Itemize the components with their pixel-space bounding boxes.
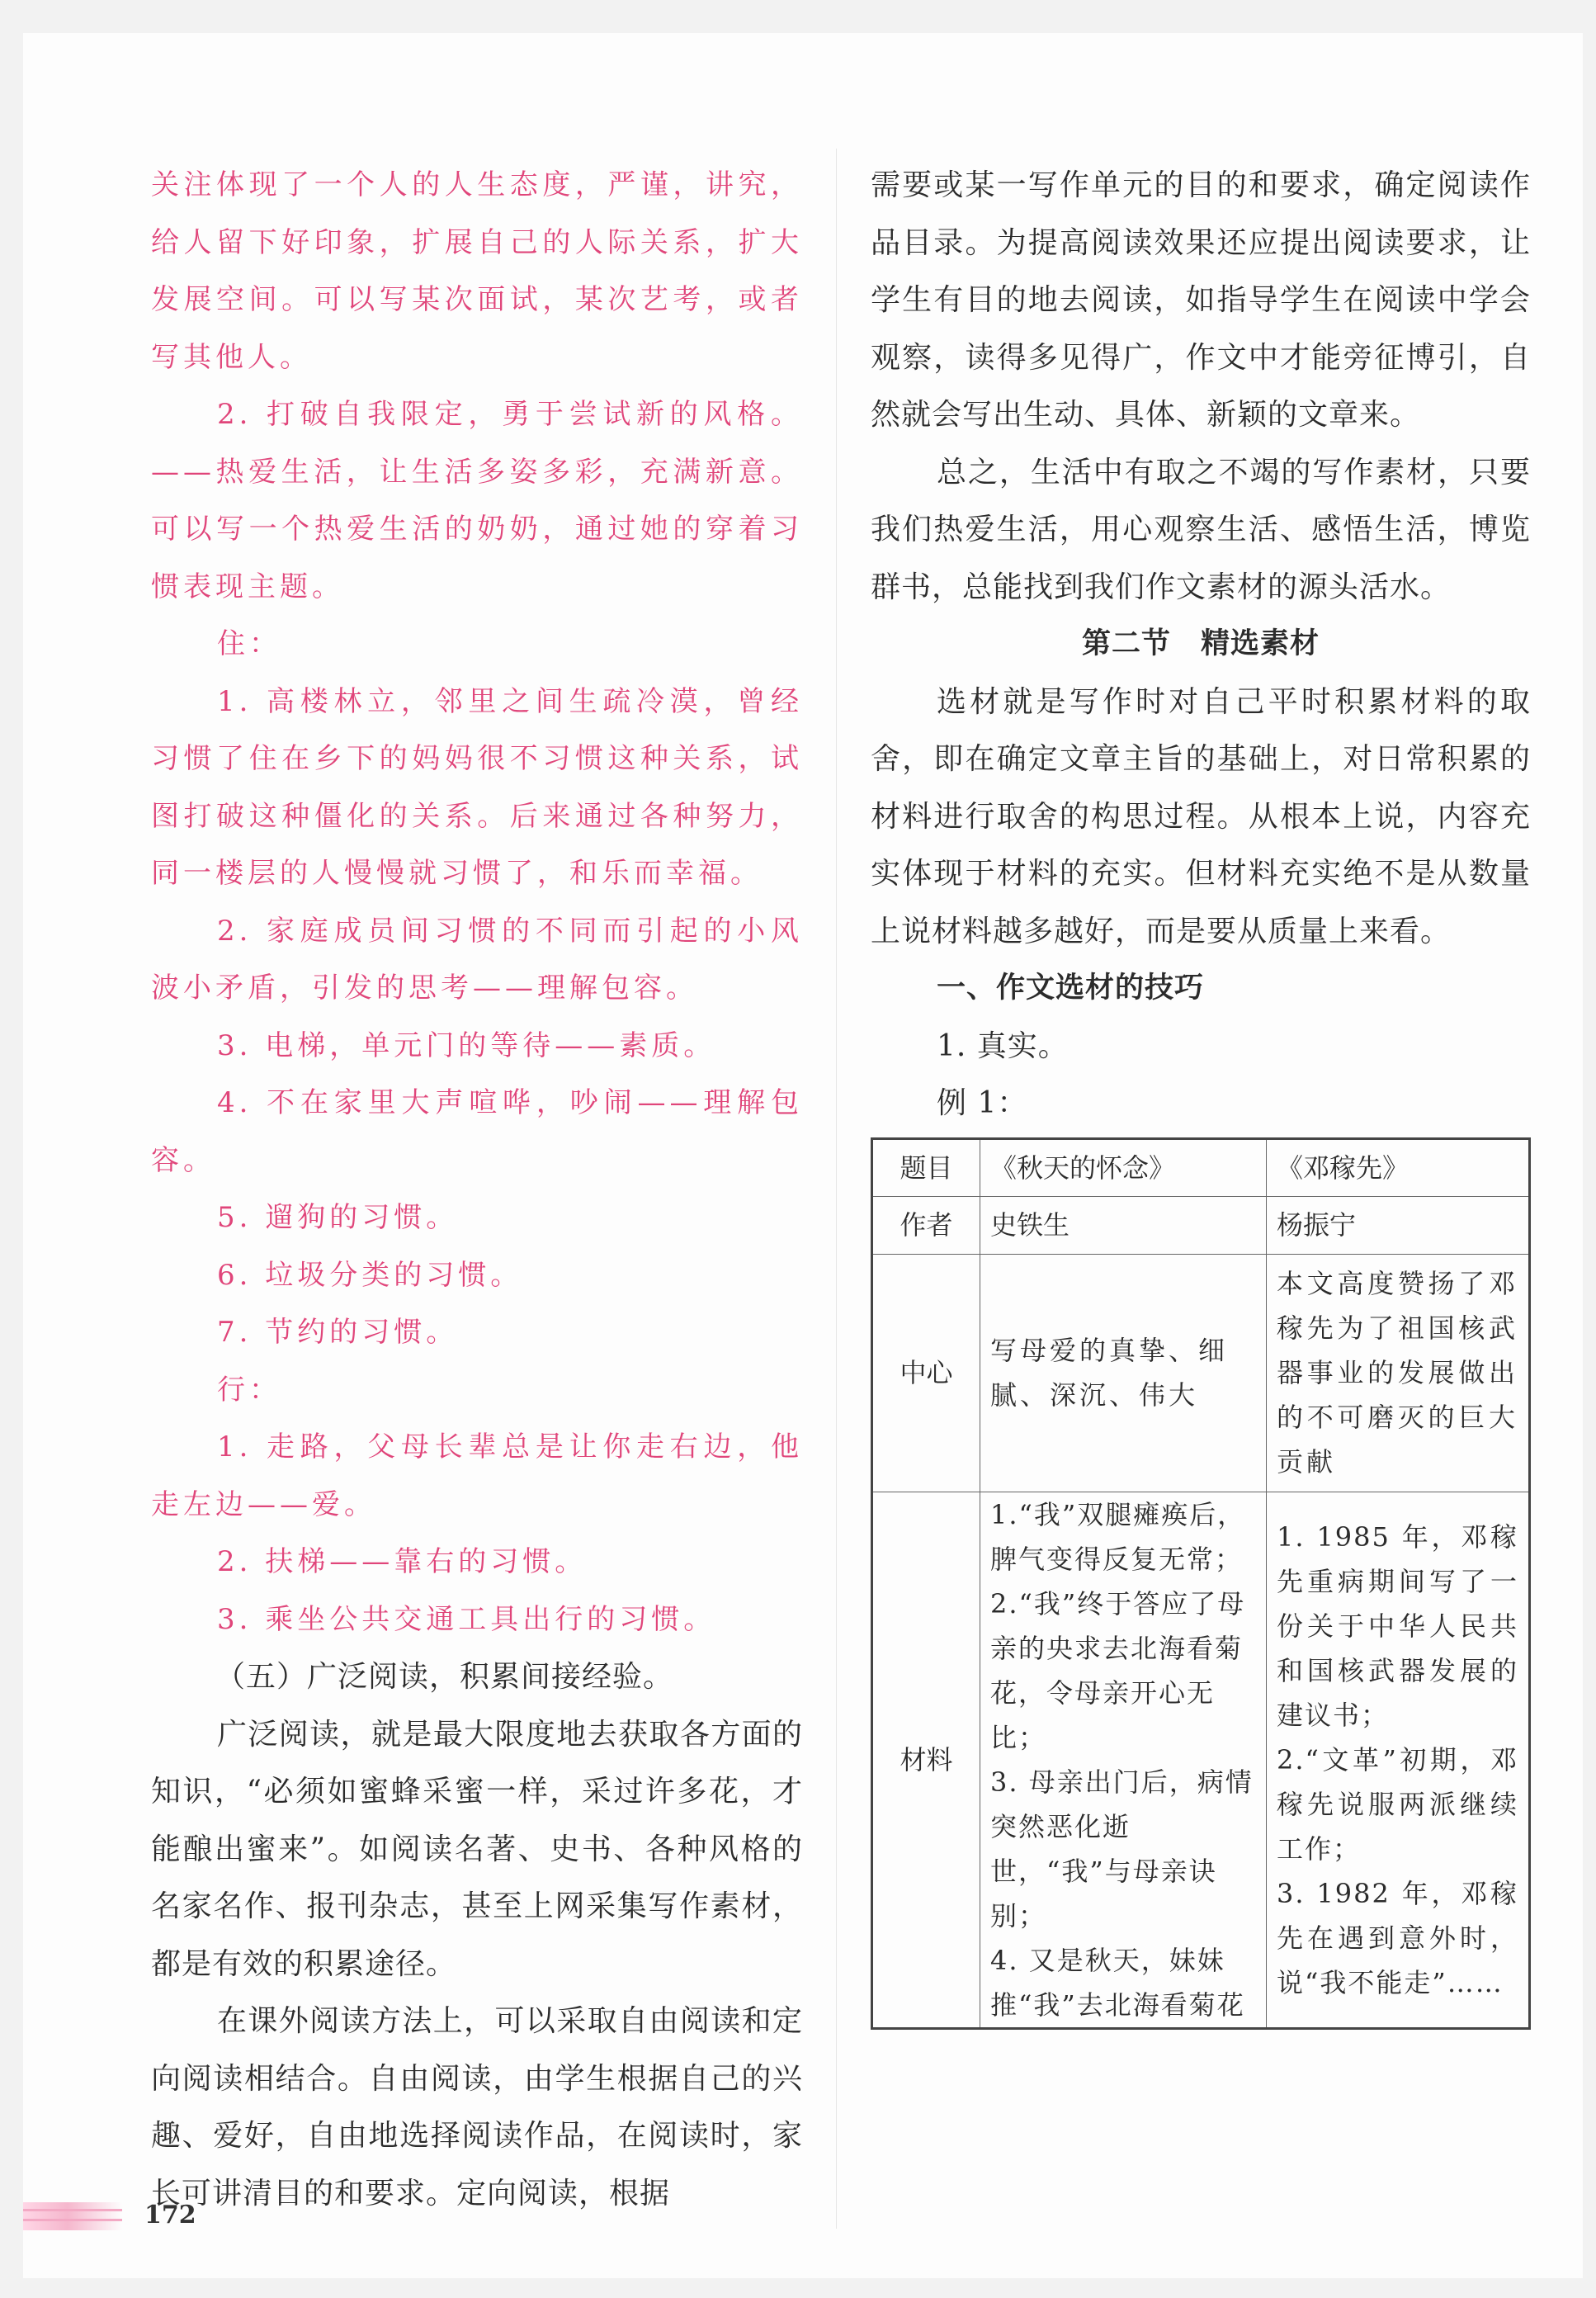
material-item: 3. 1982 年，邓稼先在遇到意外时，说“我不能走”……	[1277, 1877, 1518, 1998]
paragraph: 1. 高楼林立，邻里之间生疏冷漠，曾经习惯了住在乡下的妈妈很不习惯这种关系，试图打破这种僵化的关系。后来通过各种努力，同一楼层的人慢慢就习惯了，和乐而幸福。	[151, 684, 803, 890]
table-cell	[980, 1492, 1267, 2028]
left-column	[151, 157, 803, 2222]
paragraph: 2. 家庭成员间习惯的不同而引起的小风波小矛盾，引发的思考——理解包容。	[151, 914, 803, 1005]
paragraph: 关注体现了一个人的人生态度，严谨，讲究，给人留下好印象，扩展自己的人际关系，扩大发展空间。可以写某次面试，某次艺考，或者写其他人。	[151, 168, 803, 374]
column-divider	[836, 149, 837, 2229]
paragraph: 2. 打破自我限定，勇于尝试新的风格。——热爱生活，让生活多姿多彩，充满新意。可以写一个热爱生活的奶奶，通过她的穿着习惯表现主题。	[151, 398, 803, 603]
table-row	[872, 1196, 1530, 1254]
paragraph: 3. 乘坐公共交通工具出行的习惯。	[217, 1602, 716, 1636]
material-item: 4. 又是秋天，妹妹推“我”去北海看菊花	[990, 1944, 1245, 2021]
row-label: 中心	[872, 1254, 980, 1492]
table-row	[872, 1138, 1530, 1196]
paragraph: 广泛阅读，就是最大限度地去获取各方面的知识，“必须如蜜蜂采蜜一样，采过许多花，才能酿出蜜来”。如阅读名著、史书、各种风格的名家名作、报刊杂志，甚至上网采集写作素材，都是有效的积累途径。	[151, 1717, 803, 1981]
table-row	[872, 1254, 1530, 1492]
table-cell: 史铁生	[980, 1196, 1267, 1254]
material-item: 1. 1985 年，邓稼先重病期间写了一份关于中华人民共和国核武器发展的建议书；	[1277, 1520, 1518, 1731]
table-cell	[1267, 1492, 1530, 2028]
example-label: 例 1：	[937, 1086, 1028, 1120]
subheading-xing: 行：	[217, 1373, 281, 1407]
paragraph: 4. 不在家里大声喧哗，吵闹——理解包容。	[151, 1086, 803, 1177]
section-title: 第二节 精选素材	[1081, 627, 1320, 660]
comparison-table	[871, 1137, 1531, 2030]
material-item: 2.“文革”初期，邓稼先说服两派继续工作；	[1277, 1743, 1518, 1865]
paragraph: 1. 走路，父母长辈总是让你走右边，他走左边——爱。	[151, 1430, 803, 1521]
row-label: 作者	[872, 1196, 980, 1254]
paragraph: 总之，生活中有取之不竭的写作素材，只要我们热爱生活，用心观察生活、感悟生活，博览群书，总能找到我们作文素材的源头活水。	[871, 455, 1531, 604]
table-cell: 《邓稼先》	[1267, 1138, 1530, 1196]
subheading-zhu: 住：	[217, 627, 281, 660]
table-cell: 写母爱的真挚、细腻、深沉、伟大	[980, 1254, 1267, 1492]
paragraph: 6. 垃圾分类的习惯。	[217, 1258, 523, 1292]
subsection-title: 一、作文选材的技巧	[937, 972, 1205, 1005]
page	[23, 33, 1583, 2278]
list-item: 1. 真实。	[937, 1028, 1069, 1063]
page-number: 172	[144, 2201, 196, 2229]
footer-decoration	[23, 2202, 122, 2230]
paragraph: 选材就是写作时对自己平时积累材料的取舍，即在确定文章主旨的基础上，对日常积累的材料进行取舍的构思过程。从根本上说，内容充实体现于材料的充实。但材料充实绝不是从数量上说材料越多越好，而是要从质量上来看。	[871, 684, 1531, 948]
table-cell: 杨振宁	[1267, 1196, 1530, 1254]
table-row	[872, 1492, 1530, 2028]
row-label: 材料	[872, 1492, 980, 2028]
right-column	[871, 157, 1531, 2030]
row-label: 题目	[872, 1138, 980, 1196]
section-heading: （五）广泛阅读，积累间接经验。	[215, 1660, 674, 1694]
table-cell: 《秋天的怀念》	[980, 1138, 1267, 1196]
paragraph: 2. 扶梯——靠右的习惯。	[217, 1545, 588, 1578]
material-item: 2.“我”终于答应了母亲的央求去北海看菊花，令母亲开心无比；	[990, 1587, 1246, 1753]
material-item: 1.“我”双腿瘫痪后，脾气变得反复无常；	[990, 1498, 1246, 1575]
paragraph: 3. 电梯，单元门的等待——素质。	[217, 1028, 716, 1062]
paragraph: 需要或某一写作单元的目的和要求，确定阅读作品目录。为提高阅读效果还应提出阅读要求，让学生有目的地去阅读，如指导学生在阅读中学会观察，读得多见得广，作文中才能旁征博引，自然就会写出生动、具体、新颖的文章来。	[871, 168, 1531, 432]
paragraph: 7. 节约的习惯。	[217, 1316, 459, 1349]
paragraph: 5. 遛狗的习惯。	[217, 1201, 459, 1234]
paragraph: 在课外阅读方法上，可以采取自由阅读和定向阅读相结合。自由阅读，由学生根据自己的兴趣、爱好，自由地选择阅读作品，在阅读时，家长可讲清目的和要求。定向阅读，根据	[151, 2004, 803, 2211]
table-cell: 本文高度赞扬了邓稼先为了祖国核武器事业的发展做出的不可磨灭的巨大贡献	[1267, 1254, 1530, 1492]
material-item: 3. 母亲出门后，病情突然恶化逝世，“我”与母亲诀别；	[990, 1766, 1254, 1932]
